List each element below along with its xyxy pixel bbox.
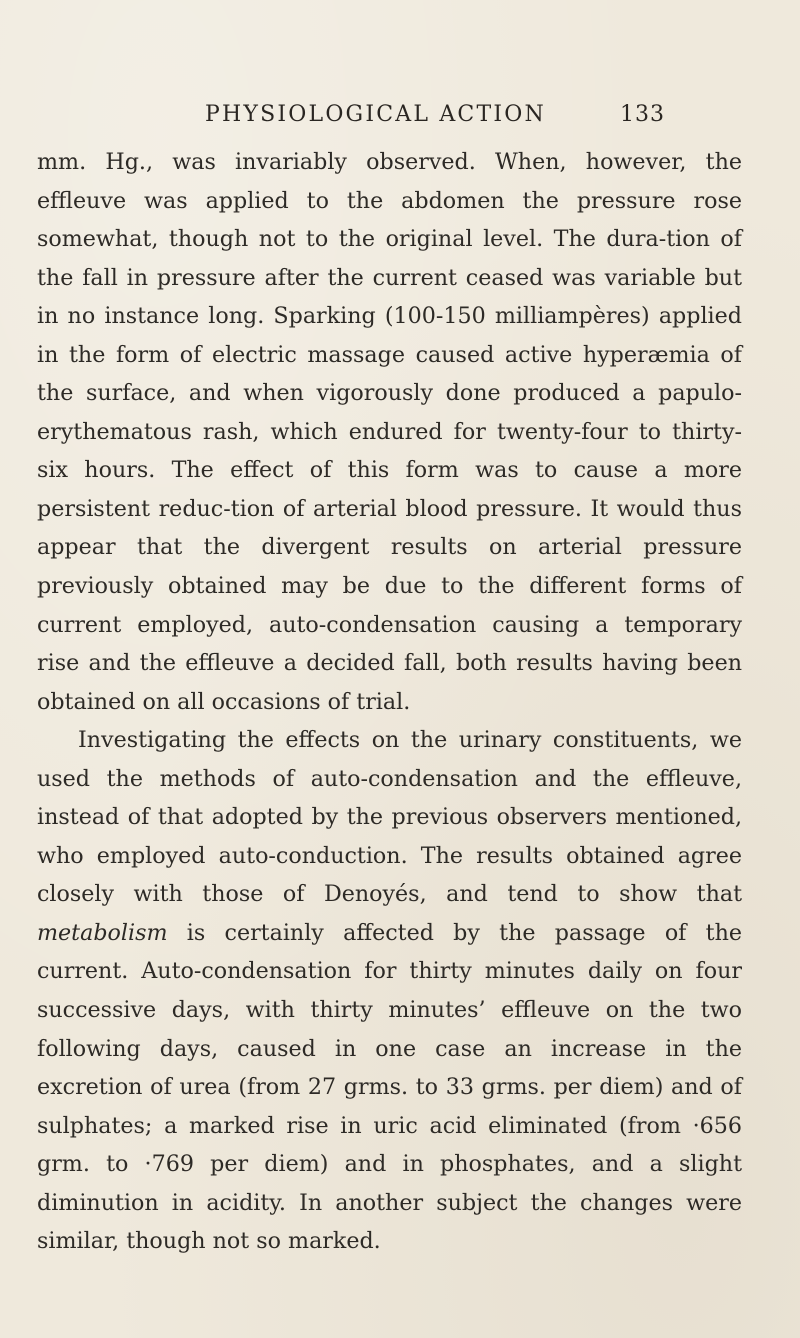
paragraph-2-text-a: Investigating the effects on the urinary constituents, we used the methods of auto-condensation and the effleuve, instead of that adopted by the previous observers mentioned, who employed auto-conduction. The results obtained agree closely with those of Denoyés, and tend to show that [37, 727, 742, 908]
page-number: 133 [620, 102, 665, 127]
body-text [37, 143, 742, 1261]
running-title: PHYSIOLOGICAL ACTION [205, 102, 546, 127]
paragraph-2-text-b: is certainly affected by the passage of the current. Auto-condensation for thirty minutes daily on four successive days, with thirty minutes’ effleuve on the two following days, caused in one case an increase in the excretion of urea (from 27 grms. to 33 grms. per diem) and of sulphates; a marked rise in uric acid eliminated (from ·656 grm. to ·769 per diem) and in phosphates, and a slight diminution in acidity. In another subject the changes were similar, though not so marked. [37, 919, 742, 1255]
paragraph-2 [37, 721, 742, 1261]
paragraph-2-italic-term: metabolism [37, 919, 168, 946]
paragraph-1: mm. Hg., was invariably observed. When, however, the effleuve was applied to the abdomen the pressure rose somewhat, though not to the original level. The dura-tion of the fall in pressure after the current ceased was variable but in no instance long. Sparking (100-150 milliampères) applied in the form of electric massage caused active hyperæmia of the surface, and when vigorously done produced a papulo-erythematous rash, which endured for twenty-four to thirty-six hours. The effect of this form was to cause a more persistent reduc-tion of arterial blood pressure. It would thus appear that the divergent results on arterial pressure previously obtained may be due to the different forms of current employed, auto-condensation causing a temporary rise and the effleuve a decided fall, both results having been obtained on all occasions of trial. [37, 149, 742, 715]
running-head [205, 102, 665, 138]
